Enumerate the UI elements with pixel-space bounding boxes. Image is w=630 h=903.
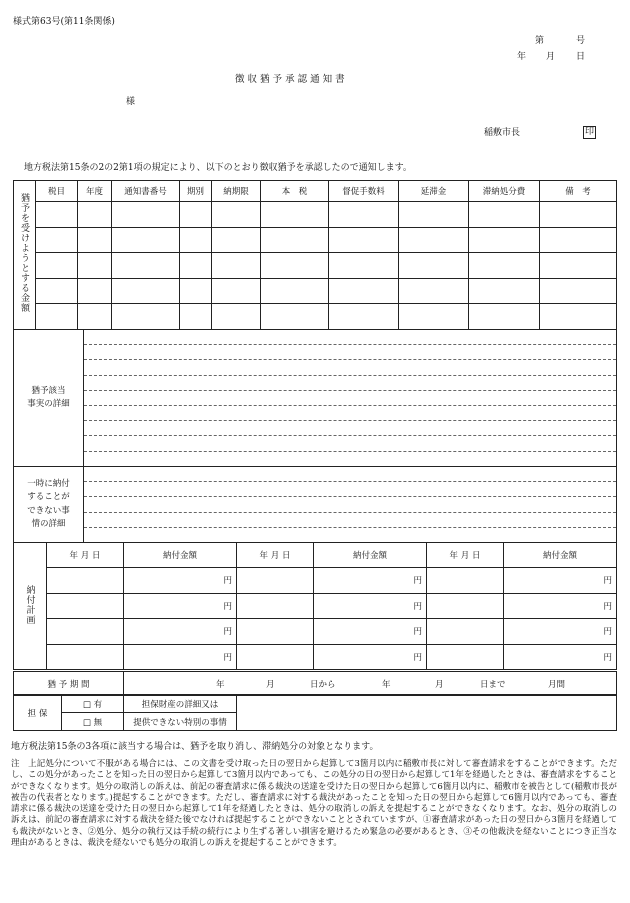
cell <box>212 227 261 253</box>
plan-amount-cell[interactable]: 円 <box>124 593 237 619</box>
appeal-note: 注 上記処分について不服がある場合には、この文書を受け取った日の翌日から起算して3箇月以内に稲敷市長に対して審査請求をすることができます。ただし、この処分があったことを知った日の翌日から起算して3箇月以内であっても、この処分の日の翌日から起算して1年を経過したときは、審査請求をすることができなくなります。処分の取消しの訴えは、前記の審査請求に係る裁決の送達を受けた日の翌日から起算して6箇月以内に、稲敷市を被告として(稲敷市長が被告の代表者となります。)提起することができます。ただし、審査請求に対する裁決があったことを知った日の翌日から起算して6箇月以内であっても、審査請求に係る裁決の送達を受けた日の翌日から起算して1年を経過したときは、処分の取消しの訴えを提起することができなくなります。なお、処分の取消しの訴えは、前記の審査請求に対する裁決を経た後でなければ提起することができないこととされていますが、①審査請求があった日の翌日から3箇月を経過しても裁決がないとき、②処分、処分の執行又は手続の続行により生ずる著しい損害を避けるため緊急の必要があるとき、③その他裁決を経ないことにつき正当な理由があるときは、裁決を経ないでも処分の取消しの訴えを提起することができます。 <box>11 759 617 849</box>
period-from-day: 日から <box>310 680 336 690</box>
header-due-date: 納期限 <box>212 181 261 202</box>
cell <box>540 227 617 253</box>
plan-amount-cell[interactable]: 円 <box>314 619 427 645</box>
facts-section <box>13 329 617 543</box>
plan-amount-cell[interactable]: 円 <box>314 644 427 670</box>
period-month2: 月 <box>435 680 444 690</box>
inability-label <box>14 467 84 543</box>
table-row <box>14 619 617 645</box>
plan-date-cell[interactable] <box>47 593 124 619</box>
table-row <box>14 644 617 670</box>
cell <box>399 227 469 253</box>
cell <box>329 304 399 330</box>
cell <box>469 278 540 304</box>
cell <box>78 227 112 253</box>
table-row <box>14 304 617 330</box>
cell <box>540 304 617 330</box>
cell <box>399 253 469 279</box>
period-months: 月間 <box>548 680 566 690</box>
payment-plan-table <box>13 542 617 670</box>
collateral-yes-checkbox[interactable]: □ 有 <box>62 695 124 713</box>
cell <box>261 278 329 304</box>
collateral-label: 担 保 <box>14 695 62 731</box>
plan-date-cell[interactable] <box>237 593 314 619</box>
cell <box>180 253 212 279</box>
cell <box>469 304 540 330</box>
header-period: 期別 <box>180 181 212 202</box>
plan-date-cell[interactable] <box>427 644 504 670</box>
plan-header-amount: 納付金額 <box>504 543 617 568</box>
cell <box>212 253 261 279</box>
document-title: 徴 収 猶 予 承 認 通 知 書 <box>235 74 345 85</box>
plan-header-amount: 納付金額 <box>124 543 237 568</box>
plan-date-cell[interactable] <box>237 619 314 645</box>
table-row <box>14 278 617 304</box>
header-late-charge: 延滞金 <box>399 181 469 202</box>
cell <box>36 253 78 279</box>
inability-detail-area[interactable] <box>84 467 617 543</box>
plan-date-cell[interactable] <box>237 568 314 594</box>
plan-date-cell[interactable] <box>237 644 314 670</box>
plan-date-cell[interactable] <box>427 593 504 619</box>
plan-header-date: 年 月 日 <box>47 543 124 568</box>
cell <box>469 202 540 228</box>
cell <box>540 202 617 228</box>
header-notice-number: 通知書番号 <box>112 181 180 202</box>
table-row <box>14 568 617 594</box>
cell <box>36 202 78 228</box>
cell <box>212 202 261 228</box>
facts-label <box>14 330 84 467</box>
cell <box>78 278 112 304</box>
number-label-go: 号 <box>576 36 586 46</box>
cell <box>261 253 329 279</box>
facts-label-line1: 猶予該当 <box>31 386 66 396</box>
plan-amount-cell[interactable]: 円 <box>314 568 427 594</box>
plan-amount-cell[interactable]: 円 <box>504 644 617 670</box>
facts-detail-area[interactable] <box>84 330 617 467</box>
cell <box>180 278 212 304</box>
cell <box>329 278 399 304</box>
collateral-no-checkbox[interactable]: □ 無 <box>62 713 124 731</box>
addressee-suffix: 様 <box>126 97 136 107</box>
period-year: 年 <box>216 680 225 690</box>
header-disposition-cost: 滞納処分費 <box>469 181 540 202</box>
issuer-name: 稲敷市長 <box>484 128 521 138</box>
cell <box>112 227 180 253</box>
cell <box>329 227 399 253</box>
cell <box>399 278 469 304</box>
inability-line4: 情の詳細 <box>31 519 66 529</box>
cell <box>36 304 78 330</box>
collateral-detail-label-2: 提供できない特別の事情 <box>124 713 237 731</box>
cell <box>78 253 112 279</box>
amount-table <box>13 180 617 330</box>
plan-amount-cell[interactable]: 円 <box>504 593 617 619</box>
cell <box>212 304 261 330</box>
cell <box>399 304 469 330</box>
table-row <box>14 227 617 253</box>
cell <box>36 278 78 304</box>
grace-period-label: 猶 予 期 間 <box>14 672 124 696</box>
cell <box>78 202 112 228</box>
cell <box>112 304 180 330</box>
cell <box>180 202 212 228</box>
cell <box>112 278 180 304</box>
revocation-note: 地方税法第15条の3各項に該当する場合は、猶予を取り消し、滞納処分の対象となります。 <box>11 742 379 752</box>
plan-amount-cell[interactable]: 円 <box>504 619 617 645</box>
plan-date-cell[interactable] <box>47 619 124 645</box>
payment-plan-side-label: 納付計画 <box>14 543 47 670</box>
collateral-detail-area[interactable] <box>237 695 617 731</box>
plan-header-date: 年 月 日 <box>427 543 504 568</box>
plan-amount-cell[interactable]: 円 <box>504 568 617 594</box>
intro-text: 地方税法第15条の2の2第1項の規定により、以下のとおり徴収猶予を承認したので通知します。 <box>24 163 412 173</box>
cell <box>212 278 261 304</box>
cell <box>469 227 540 253</box>
header-remarks: 備 考 <box>540 181 617 202</box>
cell <box>112 253 180 279</box>
plan-date-cell[interactable] <box>47 568 124 594</box>
period-month: 月 <box>266 680 275 690</box>
table-row <box>14 593 617 619</box>
inability-line1: 一時に納付 <box>27 478 70 489</box>
period-to-day: 日まで <box>480 680 506 690</box>
collateral-row <box>13 694 617 731</box>
cell <box>36 227 78 253</box>
facts-label-line2: 事実の詳細 <box>27 399 70 409</box>
header-tax-item: 税目 <box>36 181 78 202</box>
plan-amount-cell[interactable]: 円 <box>314 593 427 619</box>
inability-line2: することが <box>27 492 70 502</box>
period-year2: 年 <box>382 680 391 690</box>
form-number: 様式第63号(第11条関係) <box>13 17 115 27</box>
seal-mark: 印 <box>585 127 595 137</box>
cell <box>329 202 399 228</box>
cell <box>78 304 112 330</box>
plan-header-date: 年 月 日 <box>237 543 314 568</box>
cell <box>329 253 399 279</box>
cell <box>469 253 540 279</box>
plan-date-cell[interactable] <box>427 619 504 645</box>
date-day-label: 日 <box>576 52 586 62</box>
cell <box>540 278 617 304</box>
plan-amount-cell[interactable]: 円 <box>124 619 237 645</box>
table-row <box>14 202 617 228</box>
table-row <box>14 253 617 279</box>
cell <box>261 227 329 253</box>
cell <box>261 202 329 228</box>
inability-line3: できない事 <box>27 505 70 516</box>
plan-date-cell[interactable] <box>427 568 504 594</box>
collateral-detail-label-1: 担保財産の詳細又は <box>124 695 237 713</box>
plan-amount-cell[interactable]: 円 <box>124 568 237 594</box>
cell <box>399 202 469 228</box>
cell <box>261 304 329 330</box>
plan-amount-cell[interactable]: 円 <box>124 644 237 670</box>
header-demand-fee: 督促手数料 <box>329 181 399 202</box>
header-fiscal-year: 年度 <box>78 181 112 202</box>
cell <box>180 304 212 330</box>
date-month-label: 月 <box>546 52 556 62</box>
grace-period-value[interactable] <box>124 672 617 696</box>
number-label-dai: 第 <box>535 36 545 46</box>
amount-side-label: 猶予を受けようとする金額 <box>14 181 36 330</box>
cell <box>540 253 617 279</box>
plan-date-cell[interactable] <box>47 644 124 670</box>
grace-period-row <box>13 671 617 696</box>
date-year-label: 年 <box>517 52 527 62</box>
plan-header-amount: 納付金額 <box>314 543 427 568</box>
cell <box>112 202 180 228</box>
cell <box>180 227 212 253</box>
header-principal-tax: 本 税 <box>261 181 329 202</box>
